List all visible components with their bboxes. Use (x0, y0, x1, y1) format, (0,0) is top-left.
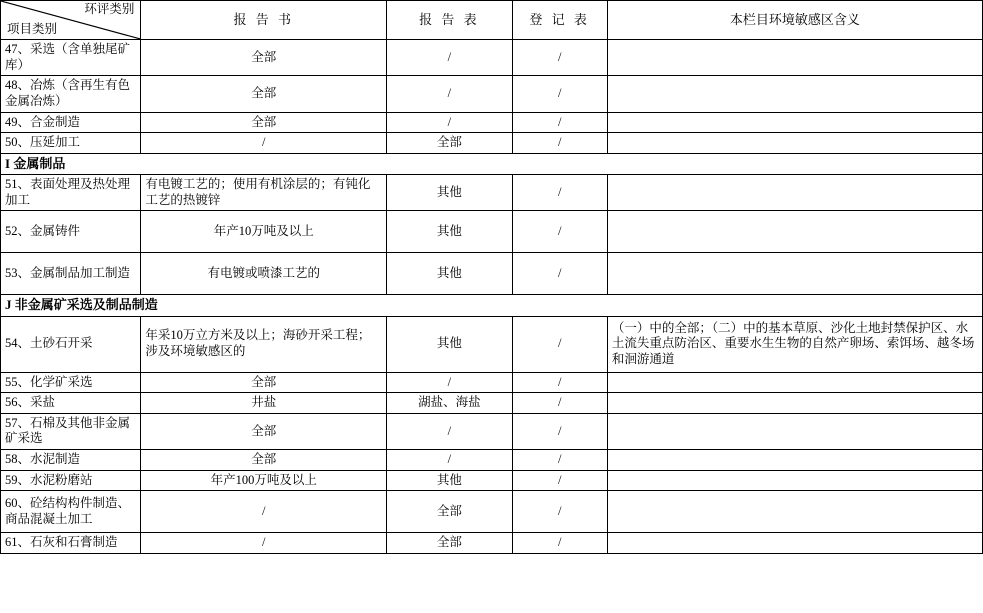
row-report-book: 年产10万吨及以上 (141, 211, 387, 253)
row-report-book: 年采10万立方米及以上；海砂开采工程；涉及环境敏感区的 (141, 316, 387, 372)
row-report-form: / (387, 112, 512, 133)
table-row (1, 316, 983, 372)
row-report-book: 全部 (141, 372, 387, 393)
row-item-label: 53、金属制品加工制造 (1, 253, 141, 295)
header-diagonal-cell (1, 1, 141, 40)
row-meaning (607, 175, 982, 211)
row-report-book: 年产100万吨及以上 (141, 470, 387, 491)
row-report-book: 全部 (141, 76, 387, 112)
header-col-report-form: 报 告 表 (387, 1, 512, 40)
row-report-form: / (387, 413, 512, 449)
row-report-form: / (387, 450, 512, 471)
table-row (1, 413, 983, 449)
header-col-report-book: 报 告 书 (141, 1, 387, 40)
row-report-form: 其他 (387, 211, 512, 253)
row-meaning (607, 413, 982, 449)
row-registration: / (512, 491, 607, 533)
row-item-label: 47、采选（含单独尾矿库） (1, 40, 141, 76)
row-meaning (607, 533, 982, 554)
row-item-label: 55、化学矿采选 (1, 372, 141, 393)
category-letter: I (5, 155, 11, 171)
row-report-book: 全部 (141, 40, 387, 76)
table-row (1, 491, 983, 533)
row-item-label: 54、土砂石开采 (1, 316, 141, 372)
row-report-form: 其他 (387, 175, 512, 211)
row-registration: / (512, 211, 607, 253)
row-report-form: 其他 (387, 316, 512, 372)
row-registration: / (512, 40, 607, 76)
row-report-book: 全部 (141, 413, 387, 449)
row-registration: / (512, 470, 607, 491)
table-row (1, 175, 983, 211)
row-report-book: 全部 (141, 450, 387, 471)
row-meaning (607, 133, 982, 154)
row-meaning (607, 393, 982, 414)
row-meaning (607, 112, 982, 133)
table-row (1, 450, 983, 471)
row-registration: / (512, 372, 607, 393)
table-row (1, 393, 983, 414)
row-report-form: 其他 (387, 253, 512, 295)
row-report-book: / (141, 491, 387, 533)
row-registration: / (512, 413, 607, 449)
table-row (1, 470, 983, 491)
row-report-form: / (387, 76, 512, 112)
row-registration: / (512, 316, 607, 372)
row-registration: / (512, 253, 607, 295)
row-meaning (607, 40, 982, 76)
row-registration: / (512, 393, 607, 414)
row-report-book: 井盐 (141, 393, 387, 414)
row-registration: / (512, 533, 607, 554)
header-col-meaning: 本栏目环境敏感区含义 (607, 1, 982, 40)
table-row (1, 533, 983, 554)
row-meaning (607, 372, 982, 393)
category-title: 金属制品 (13, 155, 66, 171)
row-report-book: / (141, 133, 387, 154)
row-meaning (607, 253, 982, 295)
row-report-form: 全部 (387, 491, 512, 533)
header-col-registration-form: 登 记 表 (512, 1, 607, 40)
row-item-label: 56、采盐 (1, 393, 141, 414)
category-letter: J (5, 297, 12, 313)
row-item-label: 60、砼结构构件制造、商品混凝土加工 (1, 491, 141, 533)
table-row (1, 372, 983, 393)
row-report-book: / (141, 533, 387, 554)
row-item-label: 58、水泥制造 (1, 450, 141, 471)
table-header-row (1, 1, 983, 40)
category-header-row-i (1, 153, 983, 174)
row-item-label: 50、压延加工 (1, 133, 141, 154)
row-registration: / (512, 76, 607, 112)
header-label-project-type: 项目类别 (7, 22, 58, 37)
table-row (1, 253, 983, 295)
row-meaning (607, 76, 982, 112)
row-report-form: 湖盐、海盐 (387, 393, 512, 414)
row-report-book: 全部 (141, 112, 387, 133)
header-label-category: 环评类别 (84, 2, 135, 16)
category-header-row-j (1, 295, 983, 316)
row-item-label: 59、水泥粉磨站 (1, 470, 141, 491)
row-item-label: 52、金属铸件 (1, 211, 141, 253)
table-row (1, 112, 983, 133)
row-report-form: 其他 (387, 470, 512, 491)
row-report-book: 有电镀工艺的；使用有机涂层的；有钝化工艺的热镀锌 (141, 175, 387, 211)
row-registration: / (512, 112, 607, 133)
table-body (1, 1, 983, 554)
row-item-label: 49、合金制造 (1, 112, 141, 133)
row-item-label: 48、冶炼（含再生有色金属冶炼） (1, 76, 141, 112)
row-meaning (607, 211, 982, 253)
row-meaning (607, 470, 982, 491)
row-report-form: / (387, 372, 512, 393)
row-report-form: 全部 (387, 133, 512, 154)
category-header-cell (1, 295, 983, 316)
row-meaning: （一）中的全部；（二）中的基本草原、沙化土地封禁保护区、水土流失重点防治区、重要水生生物的自然产卵场、索饵场、越冬场和洄游通道 (607, 316, 982, 372)
row-meaning (607, 491, 982, 533)
row-registration: / (512, 175, 607, 211)
row-registration: / (512, 133, 607, 154)
table-row (1, 211, 983, 253)
row-report-form: / (387, 40, 512, 76)
table-row (1, 133, 983, 154)
row-report-form: 全部 (387, 533, 512, 554)
table-row (1, 76, 983, 112)
category-title: 非金属矿采选及制品制造 (14, 297, 158, 313)
table-row (1, 40, 983, 76)
row-item-label: 51、表面处理及热处理加工 (1, 175, 141, 211)
row-item-label: 61、石灰和石膏制造 (1, 533, 141, 554)
row-registration: / (512, 450, 607, 471)
row-meaning (607, 450, 982, 471)
row-report-book: 有电镀或喷漆工艺的 (141, 253, 387, 295)
category-header-cell (1, 153, 983, 174)
row-item-label: 57、石棉及其他非金属矿采选 (1, 413, 141, 449)
